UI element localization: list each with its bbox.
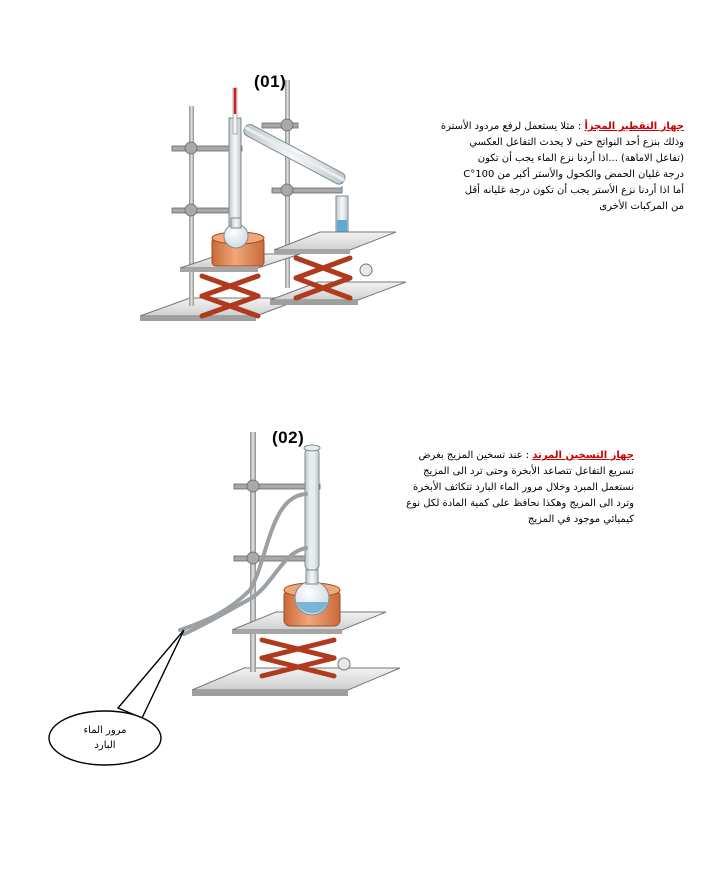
fig2-base: [192, 668, 400, 690]
fig1-jack-platform-right: [274, 232, 396, 250]
figure2-line-3: وترد الى المزيج وهكذا نحافظ على كمية المادة لكل نوع: [406, 498, 634, 509]
figure1-description: [384, 119, 684, 215]
figure2-number: (02): [272, 428, 305, 447]
figure1-apparatus: [140, 80, 406, 321]
fig1-liebig-condenser: [242, 123, 347, 186]
figure1-line-2: (تفاعل الاماهة) ...اذا أردنا نزع الماء يجب أن تكون: [477, 153, 684, 164]
callout-line-1: البارد: [94, 740, 116, 751]
callout-line-0: مرور الماء: [83, 725, 127, 736]
figure2-apparatus: [49, 432, 400, 765]
figure1-line-4: أما اذا أردنا نزع الأستر يجب أن تكون درجة غليانه أقل: [464, 185, 684, 196]
figure2-line-0: : عند تسخين المزيج بغرض: [418, 450, 530, 461]
figure1-line-3: درجة غليان الحمض والكحول والأستر أكبر من 100°C: [463, 169, 684, 180]
callout-text: [55, 723, 155, 753]
figure1-title: جهاز التقطير المجزأ: [584, 121, 684, 132]
figure1-line-1: وذلك بنزع أحد النواتج حتى لا يحدث التفاعل العكسي: [469, 137, 684, 148]
figure1-line-5: من المركبات الأخرى: [599, 201, 684, 212]
figure2-description: [354, 448, 634, 528]
callout-pointer: [118, 630, 184, 718]
figure2-line-2: نستعمل المبرد وخلال مرور الماء البارد تتكاثف الأبخرة: [412, 482, 634, 493]
figure2-line-1: تسريع التفاعل تتصاعد الأبخرة وحتى ترد الى المزيج: [423, 466, 634, 477]
figure2-title: جهاز التسخين المرتد: [532, 450, 634, 461]
figure1-line-0: : مثلا يستعمل لرفع مردود الأسترة: [440, 121, 582, 132]
fig1-vigreux-column: [229, 118, 241, 230]
figure2-line-4: كيميائي موجود في المزيج: [527, 514, 634, 525]
figure1-number: (01): [254, 72, 287, 91]
